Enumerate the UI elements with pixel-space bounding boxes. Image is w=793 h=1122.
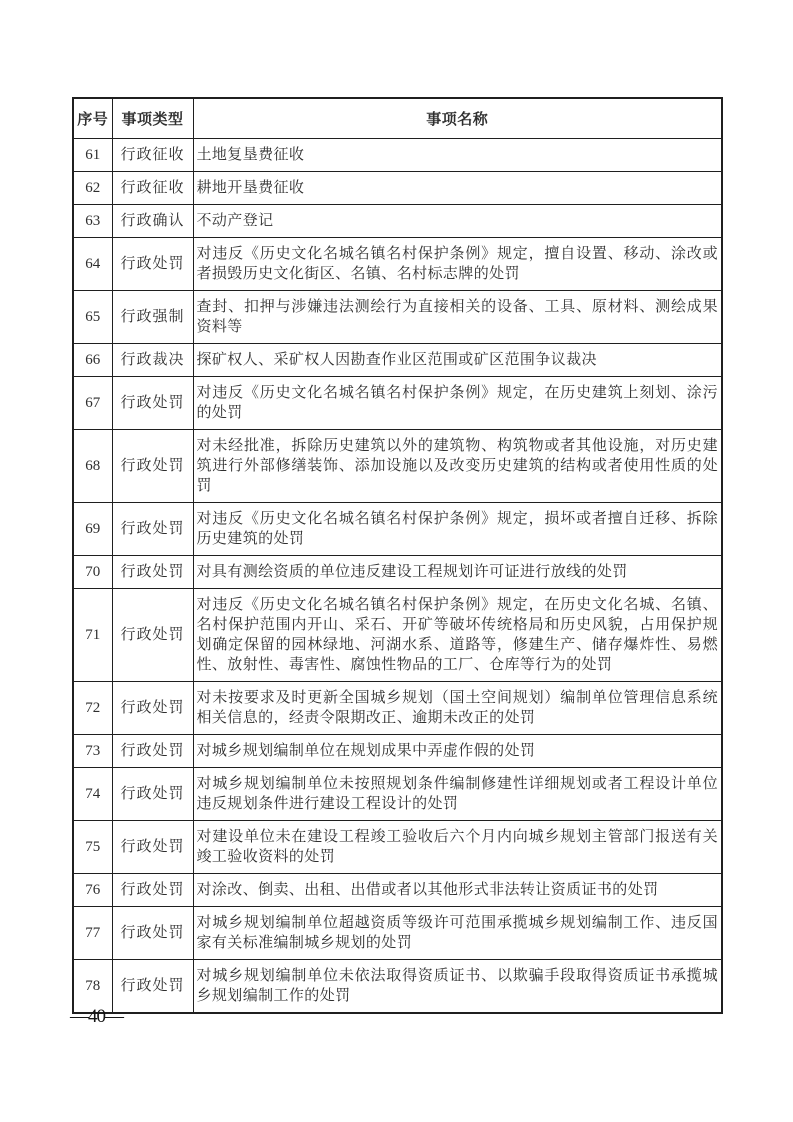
cell-serial-number: 71 (73, 589, 112, 682)
cell-serial-number: 76 (73, 874, 112, 907)
table-row (73, 735, 722, 768)
items-table (72, 97, 723, 1014)
items-table-container (72, 97, 721, 1014)
cell-item-name: 查封、扣押与涉嫌违法测绘行为直接相关的设备、工具、原材料、测绘成果资料等 (193, 291, 722, 344)
cell-serial-number: 66 (73, 344, 112, 377)
table-row (73, 377, 722, 430)
table-body (73, 139, 722, 1014)
cell-item-name: 耕地开垦费征收 (193, 172, 722, 205)
cell-serial-number: 69 (73, 503, 112, 556)
cell-item-name: 对城乡规划编制单位在规划成果中弄虚作假的处罚 (193, 735, 722, 768)
table-row (73, 768, 722, 821)
cell-item-name: 不动产登记 (193, 205, 722, 238)
cell-item-type: 行政处罚 (112, 556, 193, 589)
table-row (73, 344, 722, 377)
cell-item-type: 行政裁决 (112, 344, 193, 377)
cell-item-name: 对建设单位未在建设工程竣工验收后六个月内向城乡规划主管部门报送有关竣工验收资料的处罚 (193, 821, 722, 874)
cell-item-name: 对未经批准，拆除历史建筑以外的建筑物、构筑物或者其他设施，对历史建筑进行外部修缮装饰、添加设施以及改变历史建筑的结构或者使用性质的处罚 (193, 430, 722, 503)
cell-item-name: 对违反《历史文化名城名镇名村保护条例》规定，擅自设置、移动、涂改或者损毁历史文化街区、名镇、名村标志牌的处罚 (193, 238, 722, 291)
cell-item-type: 行政处罚 (112, 238, 193, 291)
page-number: —40— (70, 1006, 123, 1027)
table-row (73, 503, 722, 556)
table-row (73, 172, 722, 205)
cell-serial-number: 70 (73, 556, 112, 589)
table-row (73, 682, 722, 735)
table-row (73, 960, 722, 1014)
cell-item-type: 行政征收 (112, 172, 193, 205)
cell-serial-number: 64 (73, 238, 112, 291)
cell-item-type: 行政处罚 (112, 960, 193, 1014)
table-row (73, 821, 722, 874)
cell-item-name: 对违反《历史文化名城名镇名村保护条例》规定，在历史文化名城、名镇、名村保护范围内开山、采石、开矿等破坏传统格局和历史风貌，占用保护规划确定保留的园林绿地、河湖水系、道路等，修建生产、储存爆炸性、易燃性、放射性、毒害性、腐蚀性物品的工厂、仓库等行为的处罚 (193, 589, 722, 682)
cell-serial-number: 72 (73, 682, 112, 735)
cell-item-type: 行政处罚 (112, 907, 193, 960)
table-row (73, 238, 722, 291)
cell-item-type: 行政处罚 (112, 430, 193, 503)
table-row (73, 430, 722, 503)
cell-serial-number: 62 (73, 172, 112, 205)
col-header-serial-number: 序号 (73, 98, 112, 139)
cell-serial-number: 68 (73, 430, 112, 503)
cell-item-type: 行政处罚 (112, 503, 193, 556)
cell-item-name: 对城乡规划编制单位超越资质等级许可范围承揽城乡规划编制工作、违反国家有关标准编制城乡规划的处罚 (193, 907, 722, 960)
cell-item-type: 行政处罚 (112, 735, 193, 768)
cell-item-type: 行政处罚 (112, 874, 193, 907)
cell-serial-number: 61 (73, 139, 112, 172)
cell-serial-number: 75 (73, 821, 112, 874)
cell-serial-number: 67 (73, 377, 112, 430)
cell-item-name: 对城乡规划编制单位未依法取得资质证书、以欺骗手段取得资质证书承揽城乡规划编制工作的处罚 (193, 960, 722, 1014)
cell-serial-number: 78 (73, 960, 112, 1014)
cell-item-name: 对未按要求及时更新全国城乡规划（国土空间规划）编制单位管理信息系统相关信息的，经责令限期改正、逾期未改正的处罚 (193, 682, 722, 735)
table-row (73, 589, 722, 682)
cell-item-name: 对城乡规划编制单位未按照规划条件编制修建性详细规划或者工程设计单位违反规划条件进行建设工程设计的处罚 (193, 768, 722, 821)
cell-serial-number: 65 (73, 291, 112, 344)
cell-item-type: 行政处罚 (112, 821, 193, 874)
cell-item-type: 行政处罚 (112, 682, 193, 735)
cell-serial-number: 73 (73, 735, 112, 768)
cell-serial-number: 74 (73, 768, 112, 821)
table-header-row (73, 98, 722, 139)
cell-item-name: 探矿权人、采矿权人因勘查作业区范围或矿区范围争议裁决 (193, 344, 722, 377)
table-row (73, 874, 722, 907)
cell-item-type: 行政征收 (112, 139, 193, 172)
cell-item-type: 行政强制 (112, 291, 193, 344)
table-row (73, 205, 722, 238)
table-row (73, 907, 722, 960)
cell-item-type: 行政处罚 (112, 377, 193, 430)
table-row (73, 291, 722, 344)
cell-item-type: 行政处罚 (112, 768, 193, 821)
cell-item-type: 行政确认 (112, 205, 193, 238)
cell-item-name: 对违反《历史文化名城名镇名村保护条例》规定，在历史建筑上刻划、涂污的处罚 (193, 377, 722, 430)
cell-item-name: 土地复垦费征收 (193, 139, 722, 172)
table-row (73, 556, 722, 589)
table-row (73, 139, 722, 172)
cell-serial-number: 77 (73, 907, 112, 960)
col-header-item-type: 事项类型 (112, 98, 193, 139)
cell-item-name: 对违反《历史文化名城名镇名村保护条例》规定，损坏或者擅自迁移、拆除历史建筑的处罚 (193, 503, 722, 556)
cell-item-name: 对涂改、倒卖、出租、出借或者以其他形式非法转让资质证书的处罚 (193, 874, 722, 907)
col-header-item-name: 事项名称 (193, 98, 722, 139)
cell-serial-number: 63 (73, 205, 112, 238)
cell-item-name: 对具有测绘资质的单位违反建设工程规划许可证进行放线的处罚 (193, 556, 722, 589)
cell-item-type: 行政处罚 (112, 589, 193, 682)
